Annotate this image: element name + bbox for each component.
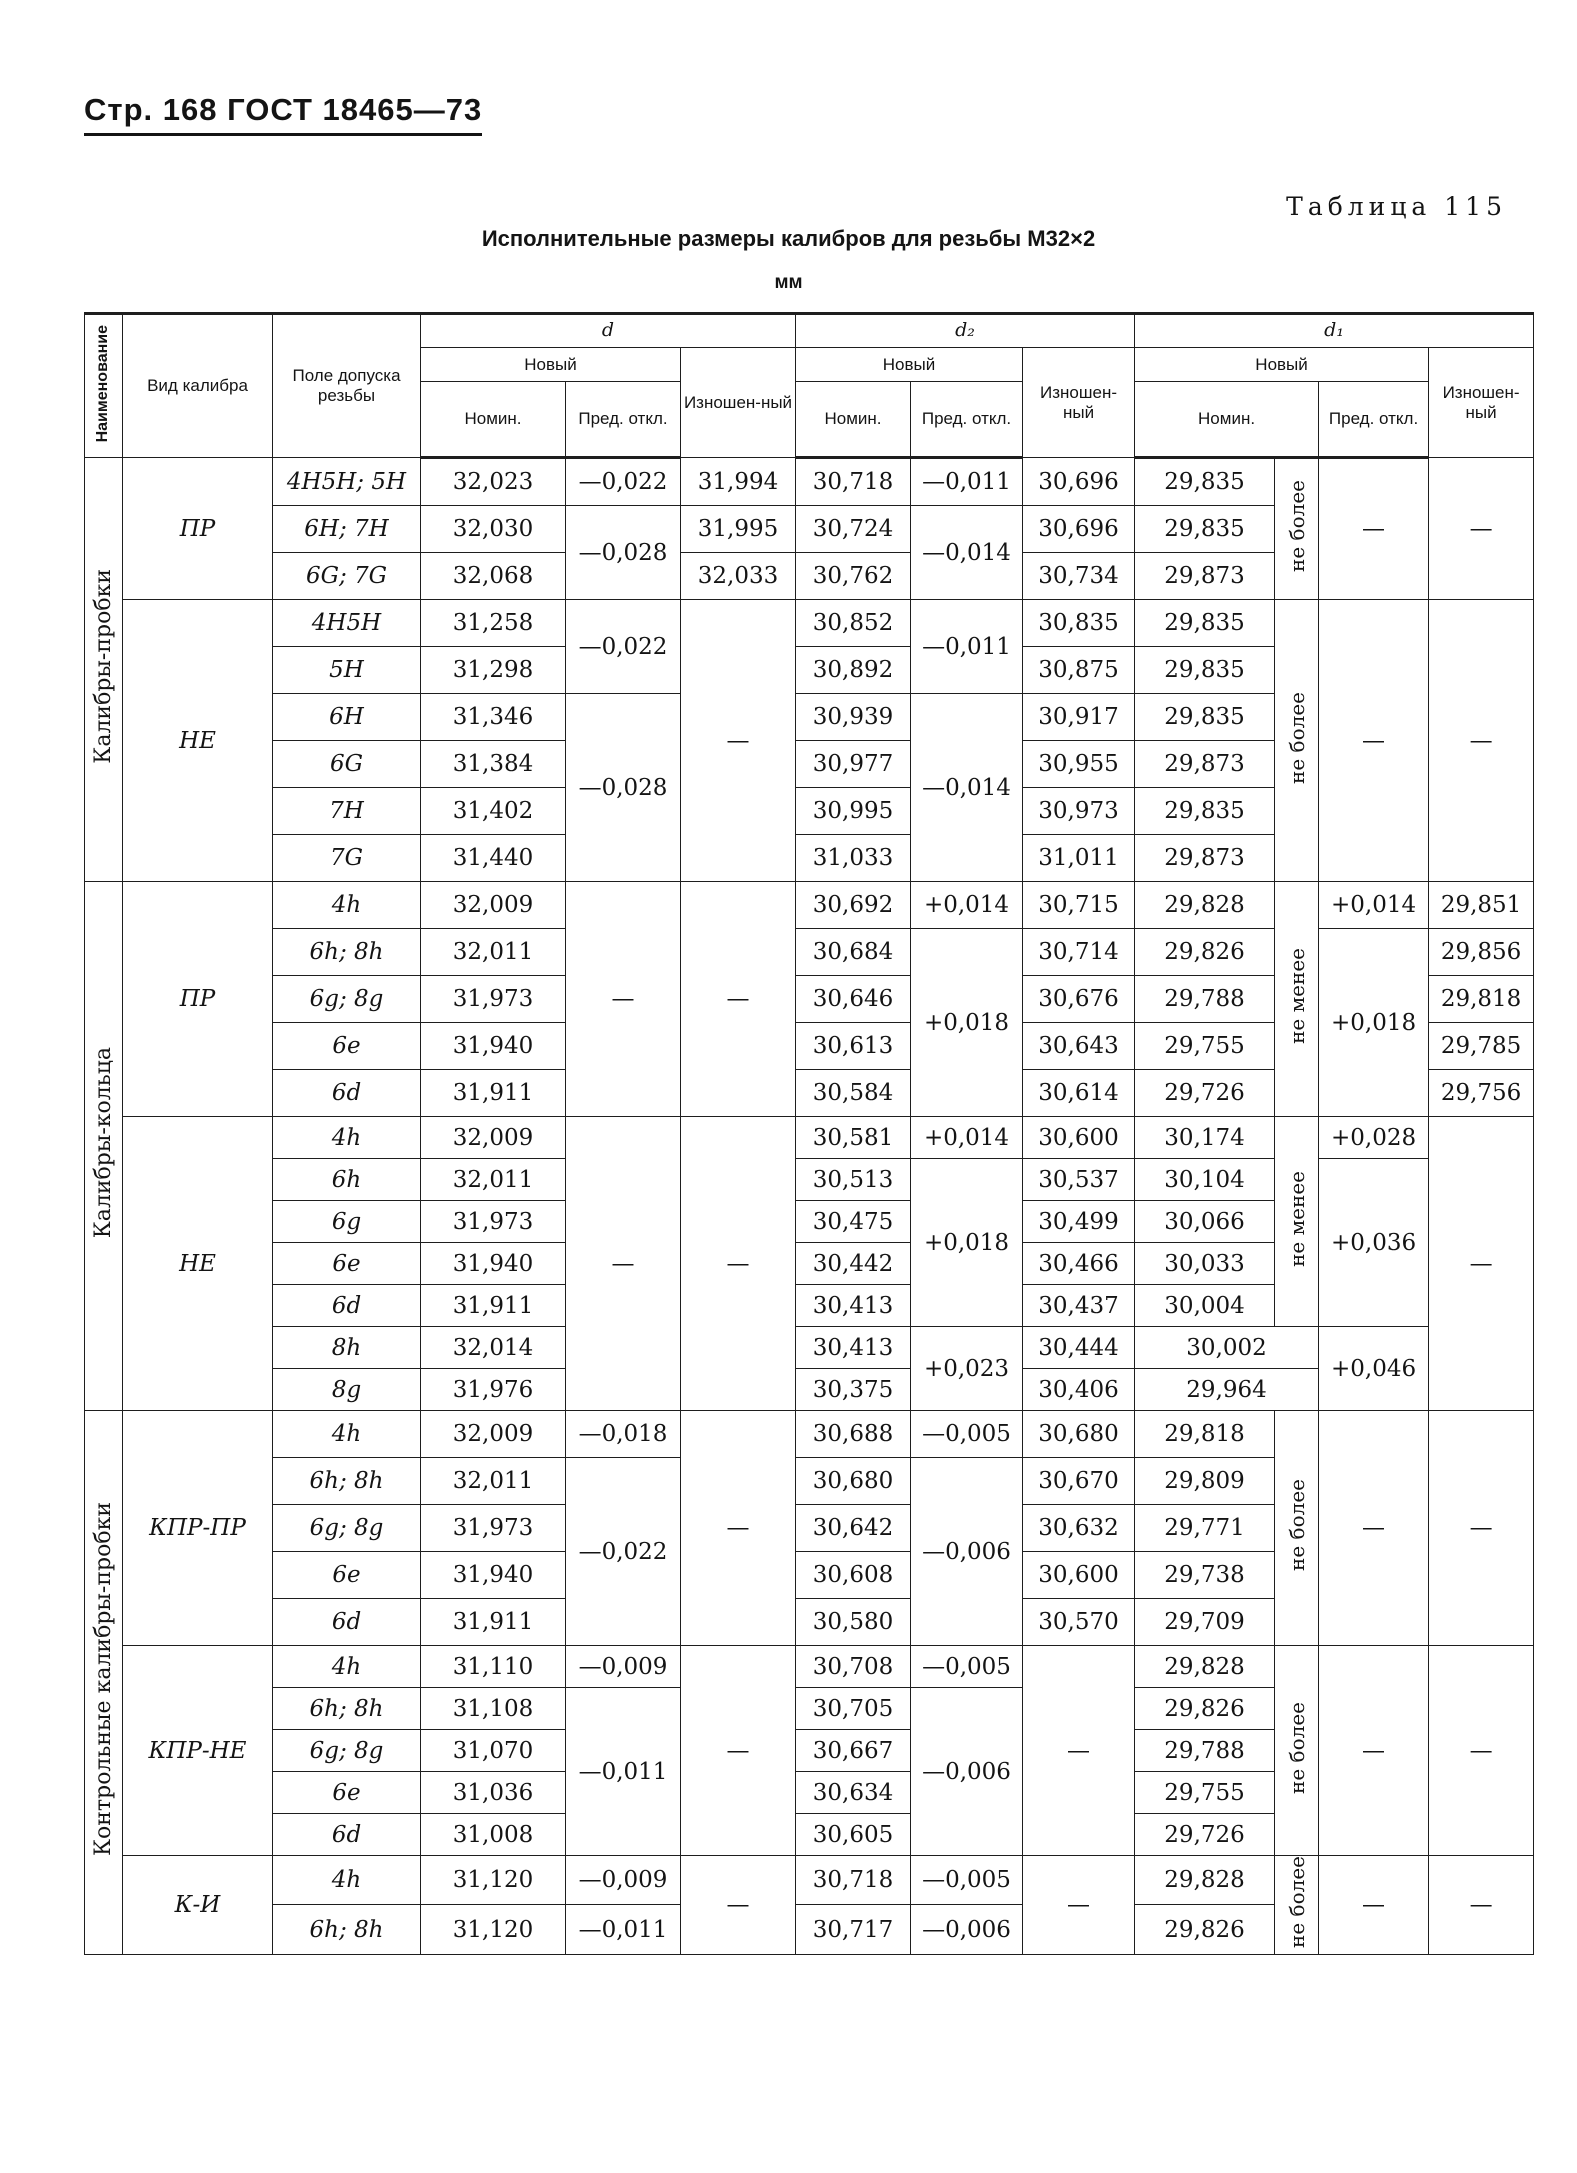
d-nominal: 31,911 xyxy=(421,1070,566,1117)
table-units: мм xyxy=(774,272,803,293)
d2-worn: 30,676 xyxy=(1023,976,1135,1023)
d-deviation: —0,011 xyxy=(566,1905,681,1955)
d-nominal: 31,402 xyxy=(421,788,566,835)
d2-worn: 30,444 xyxy=(1023,1327,1135,1369)
d1-worn: 29,756 xyxy=(1429,1070,1534,1117)
d-worn: 32,033 xyxy=(681,553,796,600)
table-number: Таблица 115 xyxy=(1286,192,1507,221)
header-d1-new: Новый xyxy=(1135,348,1429,382)
tolerance-field: 4H5H xyxy=(273,600,421,647)
d1-deviation: — xyxy=(1319,1646,1429,1856)
d1-nominal: 29,755 xyxy=(1135,1023,1275,1070)
tolerance-field: 6d xyxy=(273,1285,421,1327)
d2-worn: 30,437 xyxy=(1023,1285,1135,1327)
d2-worn: 30,696 xyxy=(1023,506,1135,553)
d1-nominal: 30,033 xyxy=(1135,1243,1275,1285)
d-worn: — xyxy=(681,1856,796,1955)
d1-deviation: +0,014 xyxy=(1319,882,1429,929)
d-nominal: 31,911 xyxy=(421,1285,566,1327)
d2-worn: 30,600 xyxy=(1023,1552,1135,1599)
d1-nominal: 29,738 xyxy=(1135,1552,1275,1599)
d-nominal: 32,068 xyxy=(421,553,566,600)
d2-nominal: 30,892 xyxy=(796,647,911,694)
d2-deviation: —0,014 xyxy=(911,694,1023,882)
tolerance-field: 6g xyxy=(273,1201,421,1243)
d-nominal: 32,023 xyxy=(421,458,566,506)
d2-worn: 30,973 xyxy=(1023,788,1135,835)
caliber-kind: К-И xyxy=(123,1856,273,1955)
tolerance-field: 6h; 8h xyxy=(273,1458,421,1505)
d2-worn: 30,714 xyxy=(1023,929,1135,976)
d2-nominal: 30,608 xyxy=(796,1552,911,1599)
table-row xyxy=(85,458,1534,506)
d1-nominal: 30,066 xyxy=(1135,1201,1275,1243)
d1-deviation: — xyxy=(1319,458,1429,600)
caliber-kind: НЕ xyxy=(123,1117,273,1411)
d1-nominal: 29,835 xyxy=(1135,647,1275,694)
note-max: не более xyxy=(1275,458,1319,600)
d-nominal: 31,298 xyxy=(421,647,566,694)
d-worn: — xyxy=(681,600,796,882)
d2-deviation: —0,014 xyxy=(911,506,1023,600)
d2-deviation: +0,014 xyxy=(911,1117,1023,1159)
d-worn: — xyxy=(681,1646,796,1856)
d2-nominal: 30,708 xyxy=(796,1646,911,1688)
table-row xyxy=(85,882,1534,929)
d2-nominal: 30,762 xyxy=(796,553,911,600)
d2-nominal: 30,718 xyxy=(796,458,911,506)
d1-nominal: 29,709 xyxy=(1135,1599,1275,1646)
tolerance-field: 6H xyxy=(273,694,421,741)
d2-worn: 30,643 xyxy=(1023,1023,1135,1070)
d2-worn: 30,632 xyxy=(1023,1505,1135,1552)
tolerance-field: 6d xyxy=(273,1814,421,1856)
tolerance-field: 6e xyxy=(273,1772,421,1814)
d-nominal: 31,440 xyxy=(421,835,566,882)
d2-nominal: 30,646 xyxy=(796,976,911,1023)
d2-nominal: 30,581 xyxy=(796,1117,911,1159)
d2-nominal: 30,580 xyxy=(796,1599,911,1646)
group-label-control: Контрольные калибры-пробки xyxy=(85,1411,123,1955)
d1-nominal: 29,828 xyxy=(1135,882,1275,929)
page-reference: Стр. 168 ГОСТ 18465—73 xyxy=(84,92,483,127)
d2-worn: 30,835 xyxy=(1023,600,1135,647)
header-d-nominal: Номин. xyxy=(421,382,566,458)
d2-deviation: —0,011 xyxy=(911,458,1023,506)
d2-nominal: 30,442 xyxy=(796,1243,911,1285)
d2-deviation: —0,006 xyxy=(911,1688,1023,1856)
d-deviation: —0,028 xyxy=(566,506,681,600)
d2-nominal: 30,692 xyxy=(796,882,911,929)
d2-nominal: 30,667 xyxy=(796,1730,911,1772)
d2-worn: 30,466 xyxy=(1023,1243,1135,1285)
d-nominal: 31,976 xyxy=(421,1369,566,1411)
d1-worn: 29,818 xyxy=(1429,976,1534,1023)
d1-deviation: — xyxy=(1319,600,1429,882)
d2-deviation: +0,018 xyxy=(911,1159,1023,1327)
tolerance-field: 6H; 7H xyxy=(273,506,421,553)
caliber-kind: ПР xyxy=(123,458,273,600)
d1-nominal: 30,104 xyxy=(1135,1159,1275,1201)
tolerance-field: 4H5H; 5H xyxy=(273,458,421,506)
d2-worn: 30,570 xyxy=(1023,1599,1135,1646)
tolerance-field: 6g; 8g xyxy=(273,976,421,1023)
d-nominal: 32,014 xyxy=(421,1327,566,1369)
d1-nominal: 30,004 xyxy=(1135,1285,1275,1327)
d2-nominal: 30,724 xyxy=(796,506,911,553)
d-nominal: 31,940 xyxy=(421,1552,566,1599)
d2-worn: 30,955 xyxy=(1023,741,1135,788)
d-nominal: 31,911 xyxy=(421,1599,566,1646)
table-row xyxy=(85,1646,1534,1688)
d1-nominal: 29,826 xyxy=(1135,1688,1275,1730)
d-nominal: 31,258 xyxy=(421,600,566,647)
d1-nominal: 29,835 xyxy=(1135,694,1275,741)
d1-nominal: 29,788 xyxy=(1135,976,1275,1023)
d-nominal: 31,120 xyxy=(421,1856,566,1905)
d2-nominal: 30,584 xyxy=(796,1070,911,1117)
d-deviation: —0,022 xyxy=(566,1458,681,1646)
d2-deviation: —0,005 xyxy=(911,1646,1023,1688)
tolerance-field: 8h xyxy=(273,1327,421,1369)
tolerance-field: 7H xyxy=(273,788,421,835)
tolerance-field: 6h; 8h xyxy=(273,1905,421,1955)
header-kind: Вид калибра xyxy=(123,314,273,458)
table-row xyxy=(85,1411,1534,1458)
tolerance-field: 6e xyxy=(273,1552,421,1599)
tolerance-field: 6e xyxy=(273,1243,421,1285)
tolerance-field: 6G; 7G xyxy=(273,553,421,600)
table-row xyxy=(85,1117,1534,1159)
d2-nominal: 30,718 xyxy=(796,1856,911,1905)
tolerance-field: 6d xyxy=(273,1599,421,1646)
d2-deviation: —0,011 xyxy=(911,600,1023,694)
d1-nominal: 29,828 xyxy=(1135,1856,1275,1905)
tolerance-field: 4h xyxy=(273,1856,421,1905)
d-nominal: 32,011 xyxy=(421,1458,566,1505)
d1-nominal: 29,826 xyxy=(1135,1905,1275,1955)
d-nominal: 32,011 xyxy=(421,1159,566,1201)
d1-nominal: 29,835 xyxy=(1135,788,1275,835)
d2-nominal: 30,413 xyxy=(796,1327,911,1369)
tolerance-field: 4h xyxy=(273,882,421,929)
tolerance-field: 5H xyxy=(273,647,421,694)
d2-worn: 30,917 xyxy=(1023,694,1135,741)
d-nominal: 31,110 xyxy=(421,1646,566,1688)
d1-nominal: 29,835 xyxy=(1135,506,1275,553)
group-label-rings: Калибры-кольца xyxy=(85,882,123,1411)
tolerance-field: 6h xyxy=(273,1159,421,1201)
d1-worn: — xyxy=(1429,1646,1534,1856)
note-max: не более xyxy=(1275,600,1319,882)
d2-nominal: 30,513 xyxy=(796,1159,911,1201)
tolerance-field: 4h xyxy=(273,1411,421,1458)
d-deviation: —0,011 xyxy=(566,1688,681,1856)
table-row xyxy=(85,1327,1534,1369)
d1-worn: — xyxy=(1429,600,1534,882)
d2-nominal: 30,852 xyxy=(796,600,911,647)
tolerance-field: 6h; 8h xyxy=(273,1688,421,1730)
d-nominal: 31,973 xyxy=(421,1505,566,1552)
d1-deviation: — xyxy=(1319,1856,1429,1955)
d-deviation: —0,022 xyxy=(566,600,681,694)
d2-nominal: 30,375 xyxy=(796,1369,911,1411)
header-d-deviation: Пред. откл. xyxy=(566,382,681,458)
caliber-kind: НЕ xyxy=(123,600,273,882)
d2-nominal: 30,475 xyxy=(796,1201,911,1243)
d-worn: 31,994 xyxy=(681,458,796,506)
header-d1-nominal: Номин. xyxy=(1135,382,1319,458)
d1-nominal: 29,835 xyxy=(1135,600,1275,647)
d1-nominal: 29,809 xyxy=(1135,1458,1275,1505)
d2-nominal: 31,033 xyxy=(796,835,911,882)
d-deviation: —0,022 xyxy=(566,458,681,506)
d2-nominal: 30,642 xyxy=(796,1505,911,1552)
d2-worn: 30,875 xyxy=(1023,647,1135,694)
d1-worn: — xyxy=(1429,1856,1534,1955)
d2-nominal: 30,634 xyxy=(796,1772,911,1814)
d-nominal: 32,009 xyxy=(421,1117,566,1159)
d2-worn: 30,734 xyxy=(1023,553,1135,600)
header-d1-worn: Изношен-ный xyxy=(1429,348,1534,458)
d-worn: — xyxy=(681,882,796,1117)
d1-deviation: +0,018 xyxy=(1319,929,1429,1117)
d1-nominal: 29,755 xyxy=(1135,1772,1275,1814)
tolerance-field: 8g xyxy=(273,1369,421,1411)
d2-deviation: +0,018 xyxy=(911,929,1023,1117)
d-worn: — xyxy=(681,1411,796,1646)
d2-deviation: —0,005 xyxy=(911,1411,1023,1458)
header-d1-deviation: Пред. откл. xyxy=(1319,382,1429,458)
page-header xyxy=(84,92,482,128)
d2-worn: 30,600 xyxy=(1023,1117,1135,1159)
header-d2-nominal: Номин. xyxy=(796,382,911,458)
d-deviation: —0,018 xyxy=(566,1411,681,1458)
header-d2: d₂ xyxy=(796,314,1135,348)
d2-nominal: 30,705 xyxy=(796,1688,911,1730)
d-worn: — xyxy=(681,1117,796,1411)
d1-nominal: 29,873 xyxy=(1135,741,1275,788)
table-row xyxy=(85,1369,1534,1411)
note-max: не более xyxy=(1275,1646,1319,1856)
d2-worn: 30,499 xyxy=(1023,1201,1135,1243)
note-min: не менее xyxy=(1275,1117,1319,1327)
d1-deviation: +0,028 xyxy=(1319,1117,1429,1159)
d1-nominal: 29,826 xyxy=(1135,929,1275,976)
d-deviation: —0,028 xyxy=(566,694,681,882)
d1-worn: 29,851 xyxy=(1429,882,1534,929)
d2-nominal: 30,613 xyxy=(796,1023,911,1070)
d-nominal: 32,009 xyxy=(421,882,566,929)
header-d2-new: Новый xyxy=(796,348,1023,382)
d1-deviation: +0,046 xyxy=(1319,1327,1429,1411)
d2-nominal: 30,688 xyxy=(796,1411,911,1458)
d-deviation: — xyxy=(566,882,681,1117)
d-nominal: 31,346 xyxy=(421,694,566,741)
d2-worn: 31,011 xyxy=(1023,835,1135,882)
d2-deviation: —0,006 xyxy=(911,1458,1023,1646)
group-label-plugs: Калибры-пробки xyxy=(85,458,123,882)
d2-worn: 30,696 xyxy=(1023,458,1135,506)
caliber-kind: КПР-НЕ xyxy=(123,1646,273,1856)
table-row xyxy=(85,600,1534,647)
d1-worn: — xyxy=(1429,458,1534,600)
d-nominal: 32,030 xyxy=(421,506,566,553)
header-name: Наименование xyxy=(85,314,123,458)
caliber-kind: ПР xyxy=(123,882,273,1117)
d1-nominal: 30,002 xyxy=(1135,1327,1319,1369)
d-nominal: 31,120 xyxy=(421,1905,566,1955)
gauge-dimensions-table xyxy=(84,312,1534,1955)
header-field: Поле допуска резьбы xyxy=(273,314,421,458)
d1-deviation: +0,036 xyxy=(1319,1159,1429,1327)
tolerance-field: 6h; 8h xyxy=(273,929,421,976)
caliber-kind: КПР-ПР xyxy=(123,1411,273,1646)
tolerance-field: 4h xyxy=(273,1646,421,1688)
d2-nominal: 30,413 xyxy=(796,1285,911,1327)
d2-worn: 30,537 xyxy=(1023,1159,1135,1201)
d1-nominal: 29,835 xyxy=(1135,458,1275,506)
d-nominal: 32,009 xyxy=(421,1411,566,1458)
tolerance-field: 6G xyxy=(273,741,421,788)
d-nominal: 31,384 xyxy=(421,741,566,788)
d2-worn: — xyxy=(1023,1646,1135,1856)
d2-nominal: 30,939 xyxy=(796,694,911,741)
tolerance-field: 6g; 8g xyxy=(273,1730,421,1772)
d1-worn: 29,785 xyxy=(1429,1023,1534,1070)
d1-nominal: 29,788 xyxy=(1135,1730,1275,1772)
tolerance-field: 6g; 8g xyxy=(273,1505,421,1552)
d2-nominal: 30,995 xyxy=(796,788,911,835)
d-nominal: 31,973 xyxy=(421,976,566,1023)
d2-worn: 30,715 xyxy=(1023,882,1135,929)
tolerance-field: 7G xyxy=(273,835,421,882)
d2-nominal: 30,605 xyxy=(796,1814,911,1856)
note-max: не более xyxy=(1275,1411,1319,1646)
d-nominal: 32,011 xyxy=(421,929,566,976)
d2-deviation: +0,014 xyxy=(911,882,1023,929)
d2-nominal: 30,680 xyxy=(796,1458,911,1505)
d-nominal: 31,036 xyxy=(421,1772,566,1814)
header-d-new: Новый xyxy=(421,348,681,382)
d-deviation: — xyxy=(566,1117,681,1411)
d1-worn: — xyxy=(1429,1411,1534,1646)
d1-nominal: 29,873 xyxy=(1135,553,1275,600)
d2-deviation: —0,006 xyxy=(911,1905,1023,1955)
d2-worn: 30,670 xyxy=(1023,1458,1135,1505)
d-deviation: —0,009 xyxy=(566,1646,681,1688)
d-nominal: 31,940 xyxy=(421,1243,566,1285)
tolerance-field: 4h xyxy=(273,1117,421,1159)
d2-deviation: +0,023 xyxy=(911,1327,1023,1411)
table-row xyxy=(85,1856,1534,1905)
d1-worn: 29,856 xyxy=(1429,929,1534,976)
d2-worn: 30,406 xyxy=(1023,1369,1135,1411)
table-caption: Исполнительные размеры калибров для резьбы М32×2 xyxy=(481,226,1096,251)
note-min: не менее xyxy=(1275,882,1319,1117)
d-nominal: 31,940 xyxy=(421,1023,566,1070)
d-nominal: 31,973 xyxy=(421,1201,566,1243)
tolerance-field: 6d xyxy=(273,1070,421,1117)
d1-nominal: 29,818 xyxy=(1135,1411,1275,1458)
d-worn: 31,995 xyxy=(681,506,796,553)
d2-nominal: 30,717 xyxy=(796,1905,911,1955)
d-deviation: —0,009 xyxy=(566,1856,681,1905)
d-nominal: 31,108 xyxy=(421,1688,566,1730)
d2-worn: 30,614 xyxy=(1023,1070,1135,1117)
d1-nominal: 29,726 xyxy=(1135,1814,1275,1856)
d1-worn: — xyxy=(1429,1117,1534,1411)
d1-nominal: 29,828 xyxy=(1135,1646,1275,1688)
tolerance-field: 6e xyxy=(273,1023,421,1070)
d1-nominal: 29,873 xyxy=(1135,835,1275,882)
d2-nominal: 30,977 xyxy=(796,741,911,788)
d1-deviation: — xyxy=(1319,1411,1429,1646)
d1-nominal: 29,964 xyxy=(1135,1369,1319,1411)
header-d2-deviation: Пред. откл. xyxy=(911,382,1023,458)
d2-deviation: —0,005 xyxy=(911,1856,1023,1905)
header-d1: d₁ xyxy=(1135,314,1534,348)
d2-nominal: 30,684 xyxy=(796,929,911,976)
d-nominal: 31,070 xyxy=(421,1730,566,1772)
header-underline xyxy=(84,133,482,136)
header-d-worn: Изношен-ный xyxy=(681,348,796,458)
d1-nominal: 29,771 xyxy=(1135,1505,1275,1552)
note-max: не более xyxy=(1275,1856,1319,1955)
d-nominal: 31,008 xyxy=(421,1814,566,1856)
d1-nominal: 30,174 xyxy=(1135,1117,1275,1159)
header-d2-worn: Изношен-ный xyxy=(1023,348,1135,458)
header-d: d xyxy=(421,314,796,348)
d2-worn: 30,680 xyxy=(1023,1411,1135,1458)
d2-worn: — xyxy=(1023,1856,1135,1955)
d1-nominal: 29,726 xyxy=(1135,1070,1275,1117)
